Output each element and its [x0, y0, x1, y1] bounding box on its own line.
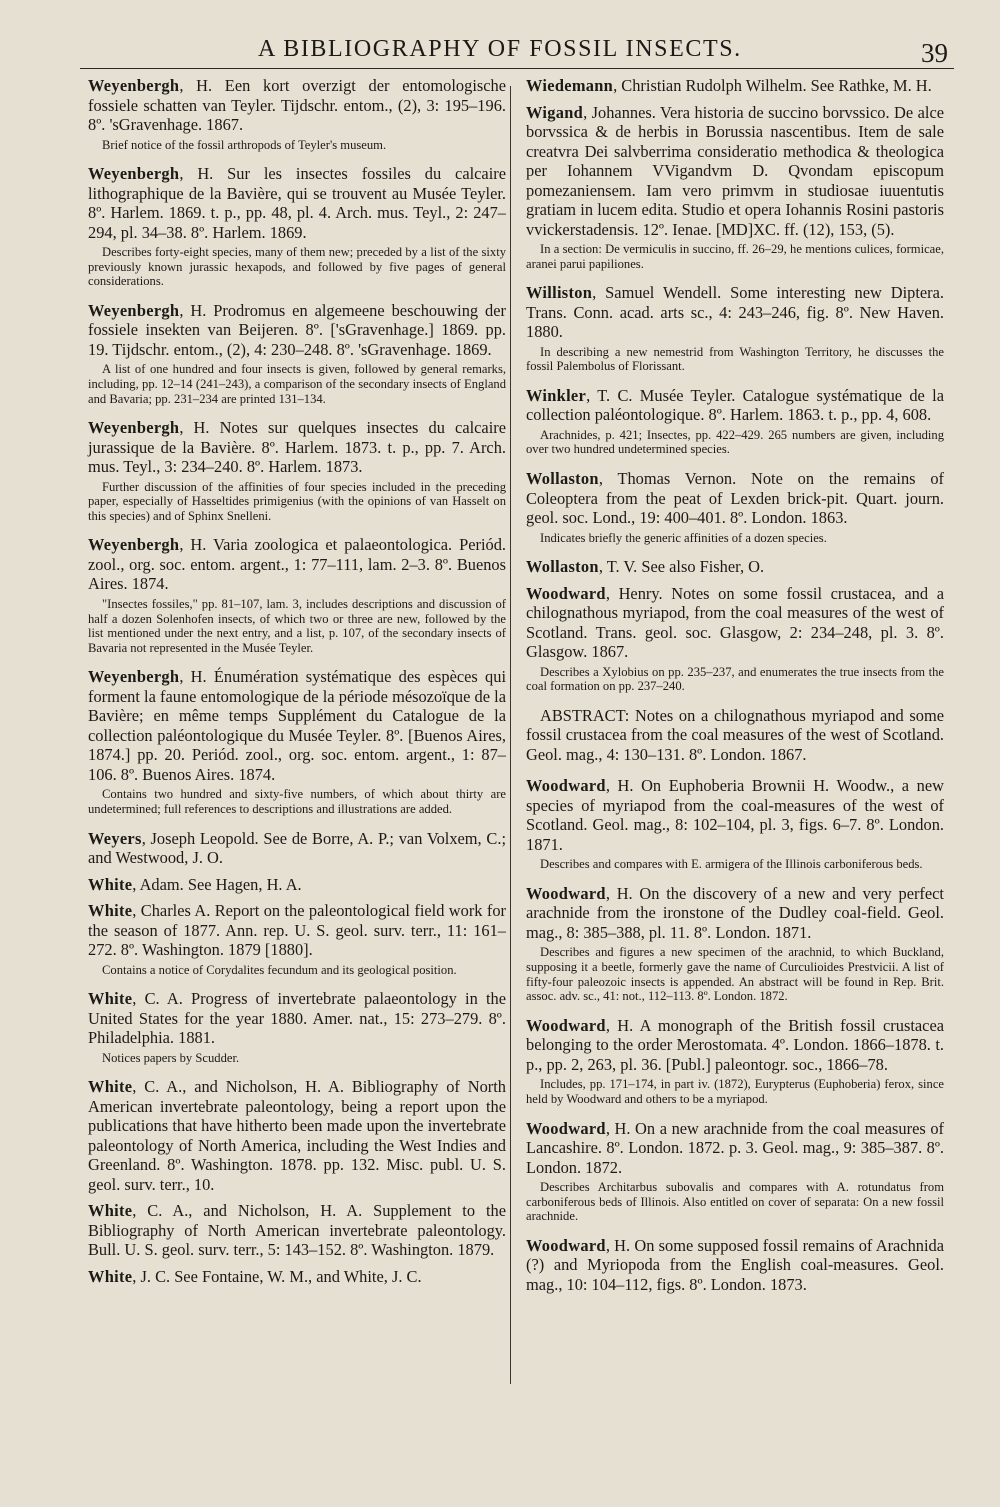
entry-citation: , H. Sur les insectes fossiles du calcaire lithographique de la Bavière, qui se trouvent au Musée Teyler. 8º. Harlem. 1869. t. p., pp. 48, pl. 4. Arch. mus. Teyl., 2: 247–294, pl. 34–38. 8º. Harlem. 1869. — [88, 164, 506, 242]
entry-author: Woodward — [526, 1235, 606, 1255]
bib-entry — [88, 875, 506, 895]
entry-citation: , H. Énumération systématique des espèces qui forment la faune entomologique de la période mésozoïque de la Bavière; en même temps Supplément du Catalogue de la collection paléontologique du Musée Teyler. 8º. [Buenos Aires, 1874.] pp. 20. Periód. zool., org. soc. entom. argent., 1: 87–106. 8º. Buenos Aires. 1874. — [88, 667, 506, 784]
entry-annotation: Further discussion of the affinities of four species included in the preceding paper, especially of Hasseltides primigenius (with the opinions of van Hasselt on this species) and of Sphinx Snelleni. — [88, 479, 506, 523]
entry-author: Woodward — [526, 1118, 606, 1138]
entry-citation: , Joseph Leopold. See de Borre, A. P.; van Volxem, C.; and Westwood, J. O. — [88, 828, 506, 867]
bib-entry — [526, 1016, 944, 1107]
bib-entry — [88, 301, 506, 406]
entry-author: White — [88, 989, 133, 1009]
entry-citation: , H. On a new arachnide from the coal measures of Lancashire. 8º. London. 1872. p. 3. Geol. mag., 9: 385–387. 8º. London. 1872. — [526, 1118, 944, 1177]
entry-annotation: Contains two hundred and sixty-five numbers, of which about thirty are undetermined; full references to descriptions and illustrations are added. — [88, 787, 506, 816]
running-title: A BIBLIOGRAPHY OF FOSSIL INSECTS. — [258, 36, 742, 62]
bib-entry — [526, 557, 944, 577]
bib-entry — [526, 1236, 944, 1295]
bib-entry — [88, 535, 506, 655]
entry-citation: , H. On Euphoberia Brownii H. Woodw., a new species of myriapod from the coal-measures of the west of Scotland. Geol. mag., 8: 102–104, pl. 3, figs. 6–7. 8º. London. 1871. — [526, 776, 944, 854]
entry-citation: , T. V. See also Fisher, O. — [598, 557, 765, 577]
entry-author: Weyenbergh — [88, 76, 180, 95]
entry-author: White — [88, 901, 133, 920]
entry-author: White — [88, 1077, 133, 1097]
entry-annotation: Describes Architarbus subovalis and compares with A. rotundatus from carboniferous beds of Illinois. Also entitled on cover of separata: On a new fossil arachnide. — [526, 1180, 944, 1224]
entry-citation: , J. C. See Fontaine, W. M., and White, J. C. — [132, 1266, 422, 1286]
entry-annotation: Includes, pp. 171–174, in part iv. (1872), Eurypterus (Euphoberia) ferox, since held by Woodward and others to be a myriapod. — [526, 1077, 944, 1106]
bib-entry — [88, 1077, 506, 1194]
entry-annotation: Indicates briefly the generic affinities of a dozen species. — [540, 530, 827, 545]
entry-citation: , Samuel Wendell. Some interesting new Diptera. Trans. Conn. acad. arts sc., 4: 243–246, fig. 8º. New Haven. 1880. — [526, 283, 944, 342]
entry-citation: , Johannes. Vera historia de succino borvssico. De alce borvssica & de herbis in Borussia nascentibus. Item de sale creatvra Dei salvberrima consideratio methodica & theologica per Iohannem VVigandvm D. Qvondam episcopum pomezaniensem. Iam vero primvm in studiosae iuuentutis gratiam in lucem edita. Studio et opera Iohannis Rosini pastoris vvickerstadensis. 12º. Ienae. [MD]XC. ff. (12), 153, (5). — [526, 102, 944, 239]
entry-annotation: Contains a notice of Corydalites fecundum and its geological position. — [102, 962, 457, 977]
page-header — [0, 28, 1000, 72]
entry-citation: , H. Prodromus en algemeene beschouwing der fossiele insekten van Beijeren. 8º. ['sGravenhage.] 1869. pp. 19. Tijdschr. entom., (2), 4: 230–248. 8º. 'sGravenhage. 1869. — [88, 300, 506, 359]
bib-entry — [526, 1119, 944, 1224]
entry-citation: , H. Notes sur quelques insectes du calcaire jurassique de la Bavière. 8º. Harlem. 1873. t. p., pp. 7. Arch. mus. Teyl., 3: 234–240. 8º. Harlem. 1873. — [88, 418, 506, 477]
bib-entry — [526, 706, 944, 765]
bib-entry — [526, 283, 944, 374]
entry-author: White — [88, 1201, 133, 1221]
entry-annotation: Describes forty-eight species, many of them new; preceded by a list of the sixty previously known jurassic hexapods, and followed by five pages of general considerations. — [88, 245, 506, 289]
bib-entry — [526, 884, 944, 1004]
entry-annotation: In a section: De vermiculis in succino, ff. 26–29, he mentions culices, formicae, aranei parui papiliones. — [526, 242, 944, 271]
entry-citation: , H. On some supposed fossil remains of Arachnida (?) and Myriopoda from the English coal-measures. Geol. mag., 10: 104–112, figs. 8º. London. 1873. — [526, 1235, 944, 1294]
left-column — [88, 76, 506, 1293]
entry-citation: , H. On the discovery of a new and very perfect arachnide from the ironstone of the Dudley coal-field. Geol. mag., 8: 385–388, pl. 11. 8º. London. 1871. — [526, 883, 944, 942]
entry-author: Wollaston — [526, 469, 599, 489]
entry-citation: , C. A., and Nicholson, H. A. Bibliography of North American invertebrate paleontology, being a report upon the publications that have hitherto been made upon the invertebrate paleontology of North America, including the West Indies and Greenland. 8º. Washington. 1878. pp. 132. Misc. publ. U. S. geol. surv. terr., 10. — [88, 1077, 506, 1194]
entry-author: Woodward — [526, 883, 606, 903]
entry-citation: , H. A monograph of the British fossil crustacea belonging to the order Merostomata. 4º. London. 1866–1878. t. p., pp. 2, 263, pl. 36. [Publ.] paleontogr. soc., 1866–78. — [526, 1015, 944, 1074]
entry-citation: , H. Een kort overzigt der entomologische fossiele schatten van Teyler. Tijdschr. entom., (2), 3: 195–196. 8º. 'sGravenhage. 1867. — [88, 76, 506, 134]
bib-entry — [88, 1267, 506, 1287]
entry-author: Wiedemann — [526, 76, 614, 95]
entry-citation: , C. A. Progress of invertebrate palaeontology in the United States for the year 1880. Amer. nat., 15: 273–279. 8º. Philadelphia. 1881. — [88, 989, 506, 1048]
entry-author: Weyers — [88, 828, 142, 848]
right-column — [526, 76, 944, 1301]
bib-entry — [526, 584, 944, 694]
bib-entry — [88, 829, 506, 868]
column-divider — [510, 86, 511, 1384]
entry-citation: , Charles A. Report on the paleontological field work for the season of 1877. Ann. rep. U. S. geol. surv. terr., 11: 161–272. 8º. Washington. 1879 [1880]. — [88, 901, 506, 959]
entry-annotation: In describing a new nemestrid from Washington Territory, he discusses the fossil Palembolus of Florissant. — [526, 344, 944, 374]
entry-author: Weyenbergh — [88, 535, 180, 555]
entry-annotation: Describes a Xylobius on pp. 235–237, and enumerates the true insects from the coal formation on pp. 237–240. — [526, 664, 944, 694]
entry-annotation: Arachnides, p. 421; Insectes, pp. 422–429. 265 numbers are given, including over two hundred undetermined species. — [526, 427, 944, 457]
entry-abstract: ABSTRACT: Notes on a chilognathous myriapod and some fossil crustacea from the coal measures of the west of Scotland. Geol. mag., 4: 130–131. 8º. London. 1867. — [526, 705, 944, 764]
entry-citation: , H. Varia zoologica et palaeontologica. Periód. zool., org. soc. entom. argent., 1: 77–111, lam. 2–3. 8º. Buenos Aires. 1874. — [88, 535, 506, 594]
bib-entry — [88, 901, 506, 977]
entry-author: Williston — [526, 283, 593, 303]
entry-citation: , Henry. Notes on some fossil crustacea, and a chilognathous myriapod, from the coal measures of the west of Scotland. Trans. geol. soc. Glasgow, 2: 234–248, pl. 3. 8º. Glasgow. 1867. — [526, 583, 944, 662]
bib-entry — [88, 1201, 506, 1260]
entry-author: Wigand — [526, 102, 584, 122]
bib-entry — [88, 667, 506, 816]
entry-annotation: Describes and compares with E. armigera of the Illinois carboniferous beds. — [540, 857, 923, 872]
bib-entry — [88, 76, 506, 152]
entry-author: Woodward — [526, 1015, 606, 1035]
entry-annotation: "Insectes fossiles," pp. 81–107, lam. 3, includes descriptions and discussion of half a dozen Solenhofen insects, of which two or three are new, followed by the list mentioned under the next entry, and a list, p. 107, of the secondary insects of Bavaria not represented in the Musée Teyler. — [88, 596, 506, 655]
entry-author: Winkler — [526, 385, 587, 405]
entry-citation: , T. C. Musée Teyler. Catalogue systématique de la collection paléontologique. 8º. Harlem. 1863. t. p., pp. 4, 608. — [526, 385, 944, 425]
entry-author: Weyenbergh — [88, 418, 180, 438]
entry-citation: , C. A., and Nicholson, H. A. Supplement to the Bibliography of North American invertebrate paleontology. Bull. U. S. geol. surv. terr., 5: 143–152. 8º. Washington. 1879. — [88, 1201, 506, 1260]
bib-entry — [88, 989, 506, 1065]
bib-entry — [88, 164, 506, 289]
bib-entry — [526, 776, 944, 872]
entry-author: Woodward — [526, 776, 606, 796]
entry-annotation: Notices papers by Scudder. — [102, 1050, 240, 1065]
bib-entry — [88, 418, 506, 523]
entry-citation: , Thomas Vernon. Note on the remains of Coleoptera from the peat of Lexden brick-pit. Quart. journ. geol. soc. Lond., 19: 400–401. 8º. London. 1863. — [526, 469, 944, 528]
entry-citation: , Adam. See Hagen, H. A. — [132, 874, 302, 894]
page-number: 39 — [921, 38, 948, 68]
entry-author: White — [88, 874, 133, 894]
entry-author: Wollaston — [526, 557, 599, 577]
bib-entry — [526, 469, 944, 545]
entry-author: Weyenbergh — [88, 300, 180, 320]
bib-entry — [526, 76, 944, 96]
entry-author: White — [88, 1266, 133, 1286]
entry-annotation: Describes and figures a new specimen of the arachnid, to which Buckland, supposing it a beetle, formerly gave the name of Curculioides Prestvicii. A list of fifty-four paleozoic insects is appended. An abstract will be found in Rep. Brit. assoc. adv. sc., 41: not., 112–113. 8º. London. 1872. — [526, 945, 944, 1004]
entry-citation: , Christian Rudolph Wilhelm. See Rathke, M. H. — [613, 76, 932, 95]
header-rule — [80, 68, 954, 69]
entry-annotation: A list of one hundred and four insects is given, followed by general remarks, including, pp. 12–14 (241–243), a comparison of the secondary insects of England and Bavaria; pp. 231–234 are printed 131–134. — [88, 362, 506, 406]
entry-annotation: Brief notice of the fossil arthropods of Teyler's museum. — [102, 137, 387, 152]
entry-author: Weyenbergh — [88, 164, 180, 184]
bib-entry — [526, 386, 944, 457]
bib-entry — [526, 103, 944, 272]
entry-author: Weyenbergh — [88, 667, 180, 687]
entry-author: Woodward — [526, 583, 606, 603]
